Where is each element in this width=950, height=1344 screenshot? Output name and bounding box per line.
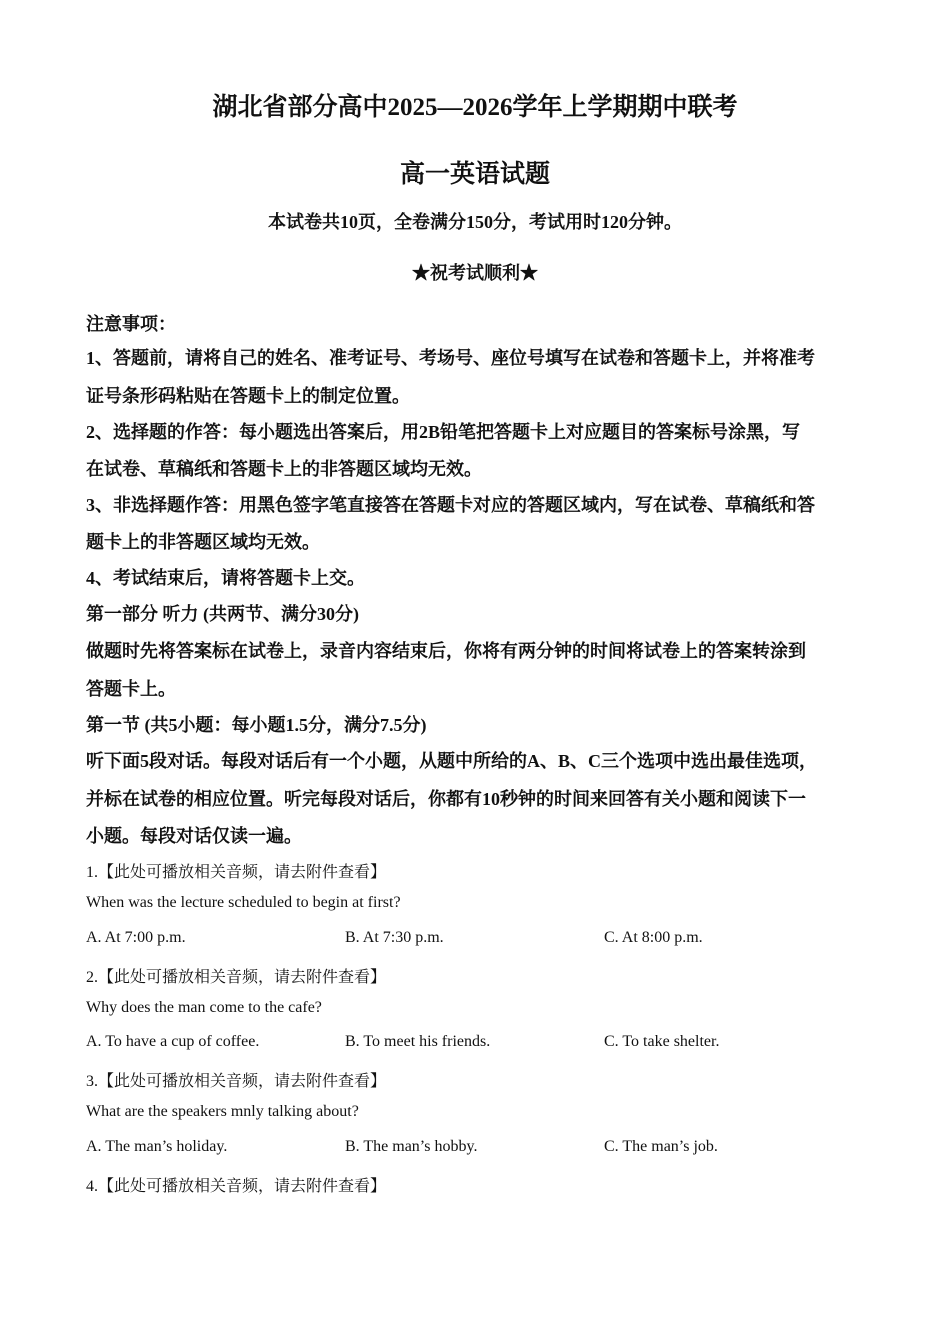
option-c: C. To take shelter. (604, 1033, 720, 1050)
exam-info: 本试卷共10页，全卷满分150分，考试用时120分钟。 (268, 212, 682, 232)
option-c: C. At 8:00 p.m. (604, 929, 703, 946)
section1-intro: 并标在试卷的相应位置。听完每段对话后，你都有10秒钟的时间来回答有关小题和阅读下一 (86, 789, 806, 809)
option-b: B. At 7:30 p.m. (345, 929, 444, 946)
audio-note: 2.【此处可播放相关音频，请去附件查看】 (86, 969, 387, 986)
audio-note: 3.【此处可播放相关音频，请去附件查看】 (86, 1073, 387, 1090)
option-a: A. The man’s holiday. (86, 1138, 228, 1155)
part1-heading: 第一部分 听力 (共两节、满分30分) (86, 604, 359, 624)
notice-line: 3、非选择题作答：用黑色签字笔直接答在答题卡对应的答题区域内，写在试卷、草稿纸和答 (86, 495, 815, 515)
exam-wish: ★祝考试顺利★ (412, 263, 538, 283)
section1-heading: 第一节 (共5小题：每小题1.5分，满分7.5分) (86, 715, 427, 735)
exam-subtitle: 高一英语试题 (399, 161, 550, 188)
notice-line: 2、选择题的作答：每小题选出答案后，用2B铅笔把答题卡上对应题目的答案标号涂黑，写 (86, 422, 801, 442)
option-a: A. To have a cup of coffee. (86, 1033, 260, 1050)
option-b: B. To meet his friends. (345, 1033, 491, 1050)
audio-note: 1.【此处可播放相关音频，请去附件查看】 (86, 864, 387, 881)
notice-line: 证号条形码粘贴在答题卡上的制定位置。 (86, 386, 410, 406)
option-b: B. The man’s hobby. (345, 1138, 478, 1155)
notice-line: 1、答题前，请将自己的姓名、准考证号、考场号、座位号填写在试卷和答题卡上，并将准考 (86, 348, 815, 368)
option-a: A. At 7:00 p.m. (86, 929, 186, 946)
notice-line: 在试卷、草稿纸和答题卡上的非答题区域均无效。 (86, 459, 482, 479)
question-text: What are the speakers mnly talking about? (86, 1103, 359, 1120)
question-text: Why does the man come to the cafe? (86, 999, 322, 1016)
notice-line: 题卡上的非答题区域均无效。 (86, 532, 320, 552)
part1-intro: 做题时先将答案标在试卷上，录音内容结束后，你将有两分钟的时间将试卷上的答案转涂到 (86, 641, 806, 661)
question-text: When was the lecture scheduled to begin at first? (86, 894, 401, 911)
audio-note: 4.【此处可播放相关音频，请去附件查看】 (86, 1178, 387, 1195)
option-c: C. The man’s job. (604, 1138, 718, 1155)
part1-intro: 答题卡上。 (86, 679, 176, 699)
notice-heading: 注意事项： (86, 314, 176, 334)
exam-title: 湖北省部分高中2025—2026学年上学期期中联考 (212, 94, 738, 121)
notice-line: 4、考试结束后，请将答题卡上交。 (86, 568, 365, 588)
section1-intro: 小题。每段对话仅读一遍。 (86, 826, 302, 846)
section1-intro: 听下面5段对话。每段对话后有一个小题，从题中所给的A、B、C三个选项中选出最佳选项， (86, 751, 817, 771)
